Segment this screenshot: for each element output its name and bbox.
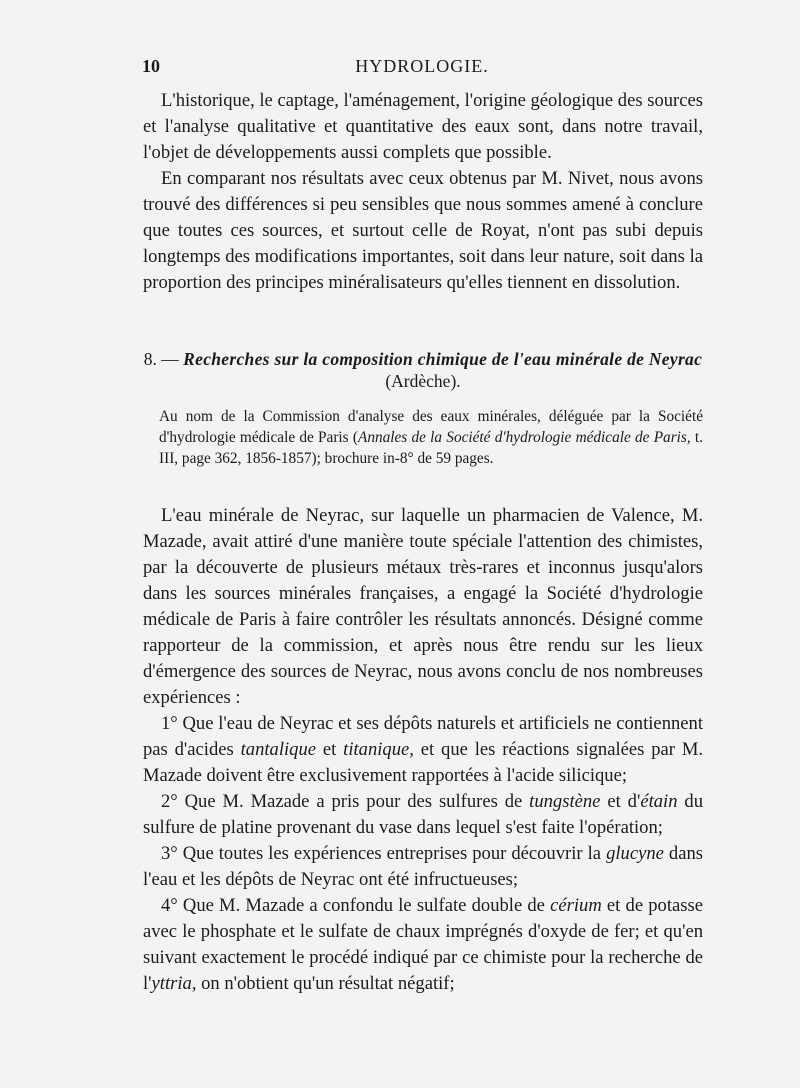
page-number: 10 bbox=[142, 56, 160, 76]
item4-term-1: cérium bbox=[550, 895, 602, 916]
body-paragraph-1: L'eau minérale de Neyrac, sur laquelle un pharmacien de Valence, M. Mazade, avait attiré d'une manière toute spéciale l'attention des chimistes, par la découverte de plusieurs métaux très-rares et inconnus jusqu'alors dans les sources minérales françaises, a engagé la Société d'hydrologie médicale de Paris à faire contrôler les résultats annoncés. Désigné comme rapporteur de la commission, et après nous être rendu sur les lieux d'émergence des sources de Neyrac, nous avons conclu de nos nombreuses expériences : bbox=[143, 505, 703, 708]
conclusion-item-4 bbox=[143, 893, 703, 997]
conclusion-item-1 bbox=[143, 711, 703, 789]
reference-journal: Annales de la Société d'hydrologie médicale de Paris, bbox=[357, 429, 691, 446]
conclusion-item-3 bbox=[143, 841, 703, 893]
item3-text-a: 3° Que toutes les expériences entreprises pour découvrir la bbox=[161, 843, 607, 864]
item2-term-1: tungstène bbox=[529, 791, 601, 812]
item2-term-2: étain bbox=[640, 791, 678, 812]
intro-paragraph-1: L'historique, le captage, l'aménagement, l'origine géologique des sources et l'analyse qualitative et quantitative des eaux sont, dans notre travail, l'objet de développements aussi complets que possible. bbox=[143, 90, 703, 163]
item2-text-b: et d' bbox=[600, 791, 641, 812]
conclusion-item-2 bbox=[143, 789, 703, 841]
reference-text-end: t. III, page 362, 1856-1857); brochure in-8° de 59 pages. bbox=[159, 429, 703, 467]
page-content bbox=[143, 88, 703, 997]
item1-text-b: et bbox=[316, 739, 344, 760]
item1-text-a: 1° Que l'eau de Neyrac et ses dépôts naturels et artificiels ne contiennent pas d'acides bbox=[143, 713, 703, 760]
bibliographic-reference bbox=[143, 406, 703, 469]
item4-text-c: on n'obtient qu'un résultat négatif; bbox=[196, 973, 455, 994]
item1-text-c: et que les réactions signalées par M. Mazade doivent être exclusivement rapportées à l'acide silicique; bbox=[143, 739, 704, 786]
item1-term-1: tantalique bbox=[240, 739, 317, 760]
intro-paragraph-2: En comparant nos résultats avec ceux obtenus par M. Nivet, nous avons trouvé des différences si peu sensibles que nous sommes amené à conclure que toutes ces sources, et surtout celle de Royat, n'ont pas subi depuis longtemps des modifications importantes, soit dans leur nature, soit dans la proportion des principes minéralisateurs qu'elles tiennent en dissolution. bbox=[143, 168, 703, 293]
section-number: 8. — bbox=[143, 349, 179, 369]
reference-text-start: Au nom de la Commission d'analyse des eaux minérales, déléguée par la Société d'hydrologie médicale de Paris ( bbox=[159, 408, 703, 446]
item3-text-b: dans l'eau et les dépôts de Neyrac ont été infructueuses; bbox=[143, 843, 703, 890]
item2-text-c: du sulfure de platine provenant du vase dans lequel s'est faite l'opération; bbox=[143, 791, 703, 838]
item4-term-2: yttria, bbox=[151, 973, 197, 994]
item3-term-1: glucyne bbox=[606, 843, 664, 864]
item4-text-a: 4° Que M. Mazade a confondu le sulfate double de bbox=[161, 895, 551, 916]
page-header bbox=[142, 56, 702, 84]
item2-text-a: 2° Que M. Mazade a pris pour des sulfures de bbox=[161, 791, 530, 812]
running-title: HYDROLOGIE. bbox=[355, 56, 489, 76]
section-heading bbox=[143, 348, 703, 392]
item1-term-2: titanique, bbox=[343, 739, 414, 760]
section-title: Recherches sur la composition chimique de l'eau minérale de Neyrac bbox=[183, 349, 703, 369]
section-region: (Ardèche). bbox=[385, 371, 461, 391]
item4-text-b: et de potasse avec le phosphate et le sulfate de chaux imprégnés d'oxyde de fer; et qu'en suivant exactement le procédé indiqué par ce chimiste pour la recherche de l' bbox=[143, 895, 703, 994]
